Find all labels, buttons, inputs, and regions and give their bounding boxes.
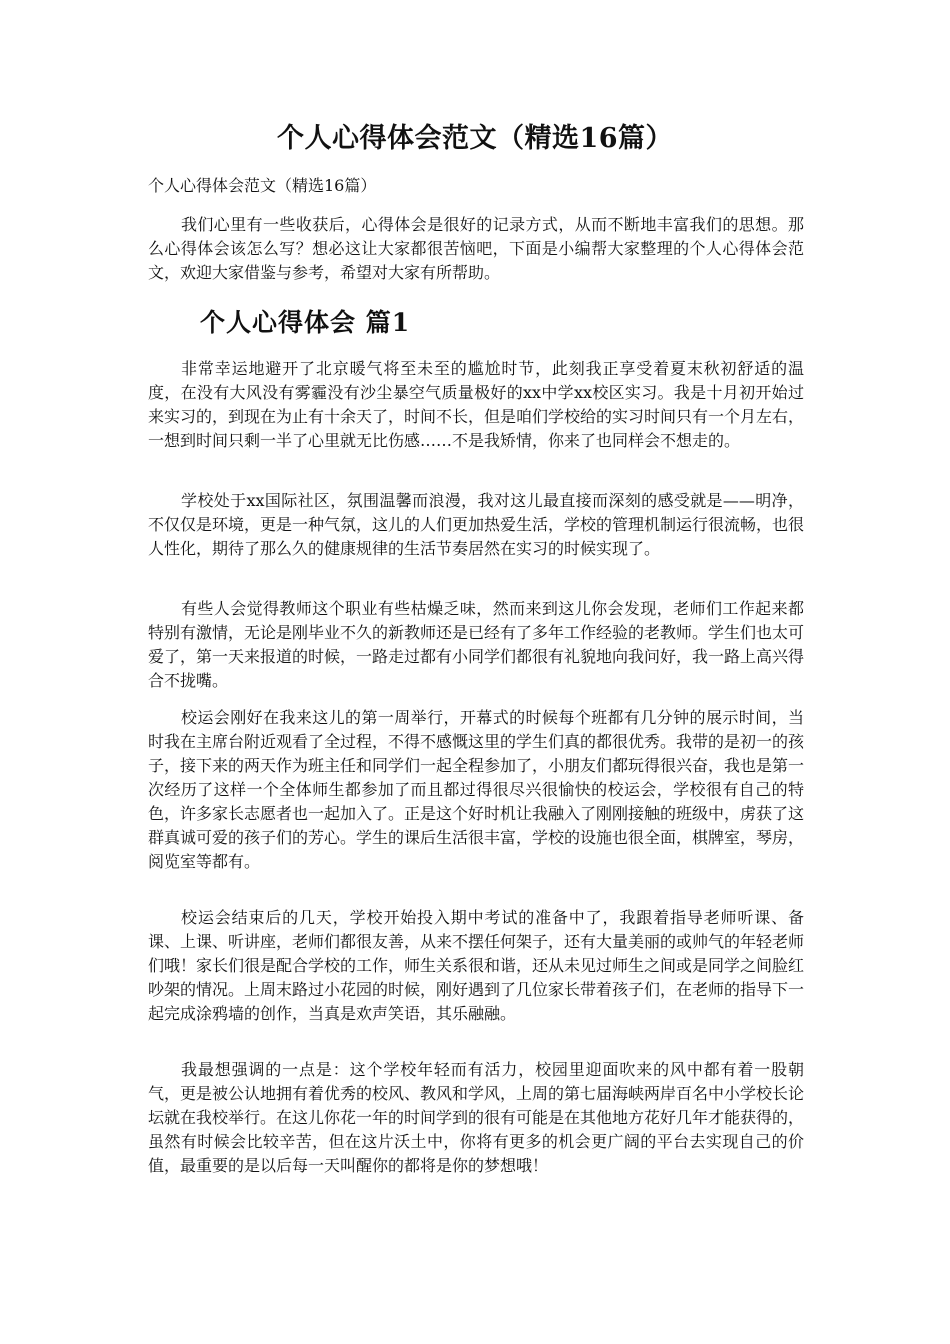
section-heading: 个人心得体会 篇1 [200,308,411,337]
document-subtitle: 个人心得体会范文（精选16篇） [148,176,377,195]
paragraph-4: 校运会刚好在我来这儿的第一周举行，开幕式的时候每个班都有几分钟的展示时间，当时我在主席台附近观看了全过程，不得不感慨这里的学生们真的都很优秀。我带的是初一的孩子，接下来的两天作为班主任和同学们一起全程参加了，小朋友们都玩得很兴奋，我也是第一次经历了这样一个全体师生都参加了而且都过得很尽兴很愉快的校运会，学校很有自己的特色，许多家长志愿者也一起加入了。正是这个好时机让我融入了刚刚接触的班级中，虏获了这群真诚可爱的孩子们的芳心。学生的课后生活很丰富，学校的设施也很全面，棋牌室，琴房，阅览室等都有。 [148,708,805,871]
paragraph-1: 非常幸运地避开了北京暖气将至未至的尴尬时节，此刻我正享受着夏末秋初舒适的温度，在没有大风没有雾霾没有沙尘暴空气质量极好的xx中学xx校区实习。我是十月初开始过来实习的，到现在为止有十余天了，时间不长，但是咱们学校给的实习时间只有一个月左右，一想到时间只剩一半了心里就无比伤感……不是我矫情，你来了也同样会不想走的。 [148,359,805,450]
intro-paragraph: 我们心里有一些收获后，心得体会是很好的记录方式，从而不断地丰富我们的思想。那么心得体会该怎么写？想必这让大家都很苦恼吧，下面是小编帮大家整理的个人心得体会范文，欢迎大家借鉴与参考，希望对大家有所帮助。 [148,215,804,282]
document-title: 个人心得体会范文（精选16篇） [276,123,674,154]
paragraph-2: 学校处于xx国际社区，氛围温馨而浪漫，我对这儿最直接而深刻的感受就是——明净，不仅仅是环境，更是一种气氛，这儿的人们更加热爱生活，学校的管理机制运行很流畅，也很人性化，期待了那么久的健康规律的生活节奏居然在实习的时候实现了。 [148,491,805,558]
paragraph-5: 校运会结束后的几天，学校开始投入期中考试的准备中了，我跟着指导老师听课、备课、上课、听讲座，老师们都很友善，从来不摆任何架子，还有大量美丽的或帅气的年轻老师们哦！家长们很是配合学校的工作，师生关系很和谐，还从未见过师生之间或是同学之间脸红吵架的情况。上周末路过小花园的时候，刚好遇到了几位家长带着孩子们，在老师的指导下一起完成涂鸦墙的创作，当真是欢声笑语，其乐融融。 [148,908,805,1023]
paragraph-3: 有些人会觉得教师这个职业有些枯燥乏味，然而来到这儿你会发现，老师们工作起来都特别有激情，无论是刚毕业不久的新教师还是已经有了多年工作经验的老教师。学生们也太可爱了，第一天来报道的时候，一路走过都有小同学们都很有礼貌地向我问好，我一路上高兴得合不拢嘴。 [148,599,805,690]
paragraph-6: 我最想强调的一点是：这个学校年轻而有活力，校园里迎面吹来的风中都有着一股朝气，更是被公认地拥有着优秀的校风、教风和学风，上周的第七届海峡两岸百名中小学校长论坛就在我校举行。在这儿你花一年的时间学到的很有可能是在其他地方花好几年才能获得的，虽然有时候会比较辛苦，但在这片沃土中，你将有更多的机会更广阔的平台去实现自己的价值，最重要的是以后每一天叫醒你的都将是你的梦想哦！ [148,1060,805,1175]
